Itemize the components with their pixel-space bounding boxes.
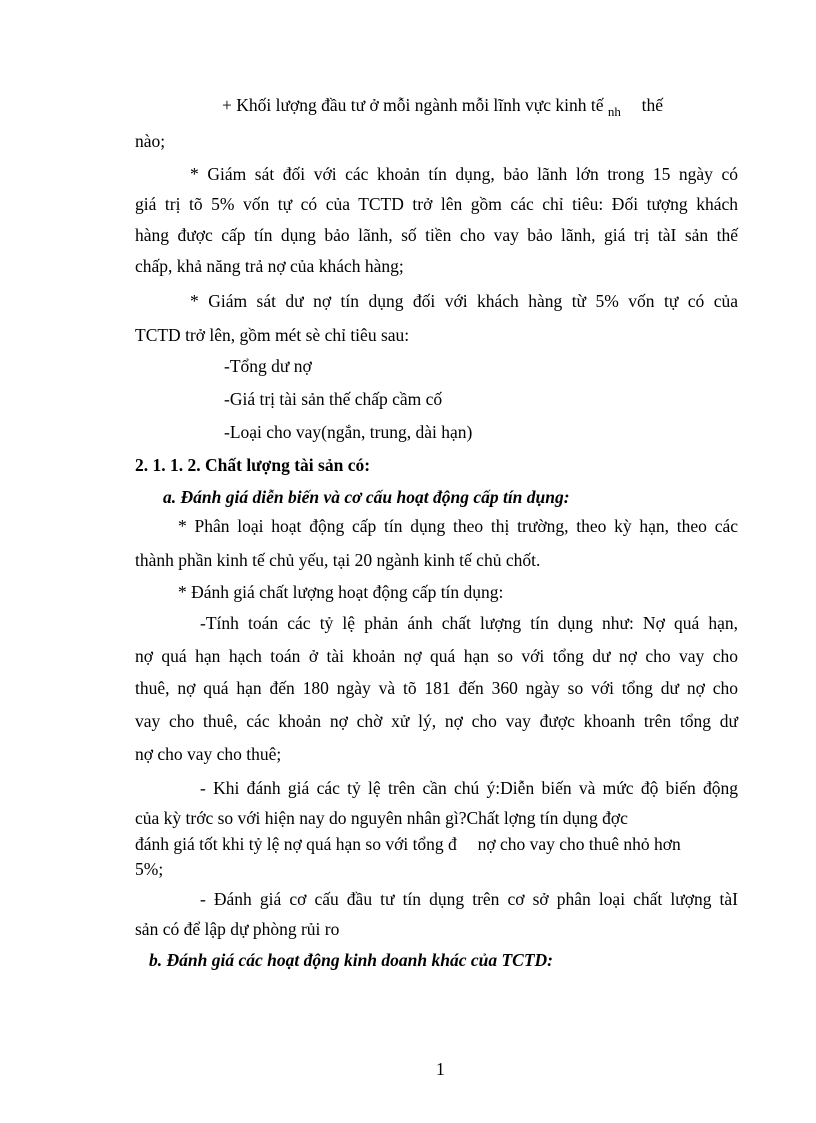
page-number: 1 — [436, 1059, 445, 1079]
paragraph-line: thuê, nợ quá hạn đến 180 ngày và tõ 181 đến 360 ngày so với tổng dư nợ cho — [135, 678, 738, 698]
text-run: thế — [641, 95, 664, 115]
list-item: -Giá trị tài sản thế chấp cầm cố — [224, 389, 443, 409]
paragraph-line: * Phân loại hoạt động cấp tín dụng theo thị trường, theo kỳ hạn, theo các — [178, 516, 738, 536]
paragraph-line: * Giám sát đối với các khoản tín dụng, bảo lãnh lớn trong 15 ngày có — [190, 164, 738, 184]
paragraph-line: vay cho thuê, các khoản nợ chờ xử lý, nợ cho vay được khoanh trên tổng dư — [135, 711, 738, 731]
paragraph-line — [135, 834, 681, 854]
subsection-heading: b. Đánh giá các hoạt động kinh doanh khác của TCTD: — [149, 950, 554, 970]
paragraph-line — [222, 95, 663, 122]
paragraph-line: sản có để lập dự phòng rủi ro — [135, 919, 340, 939]
text-run: đánh giá tốt khi tỷ lệ nợ quá hạn so với tổng đ — [135, 834, 457, 854]
paragraph-line: thành phần kinh tế chủ yếu, tại 20 ngành kinh tế chủ chốt. — [135, 550, 541, 570]
text-run: nợ cho vay cho thuê nhỏ hơn — [477, 834, 681, 854]
subsection-heading: a. Đánh giá diễn biến và cơ cấu hoạt động cấp tín dụng: — [163, 487, 570, 507]
paragraph-line: TCTD trở lên, gồm mét sè chỉ tiêu sau: — [135, 325, 410, 345]
paragraph-line: giá trị tõ 5% vốn tự có của TCTD trở lên gồm các chỉ tiêu: Đối tượng khách — [135, 194, 738, 214]
list-item: -Loại cho vay(ngắn, trung, dài hạn) — [224, 422, 473, 442]
paragraph-line: * Giám sát dư nợ tín dụng đối với khách hàng từ 5% vốn tự có của — [190, 291, 738, 311]
paragraph-line: hàng được cấp tín dụng bảo lãnh, số tiền cho vay bảo lãnh, giá trị tàI sản thế — [135, 225, 738, 245]
paragraph-line: - Đánh giá cơ cấu đầu tư tín dụng trên cơ sở phân loại chất lượng tàI — [200, 889, 738, 909]
paragraph-line: * Đánh giá chất lượng hoạt động cấp tín dụng: — [178, 582, 504, 602]
paragraph-line: của kỳ trớc so với hiện nay do nguyên nhân gì?Chất lợng tín dụng đợc — [135, 808, 628, 828]
paragraph-line: 5%; — [135, 859, 164, 879]
list-item: -Tổng dư nợ — [224, 356, 312, 376]
subscript-text: nh — [607, 104, 621, 119]
paragraph-line: - Khi đánh giá các tỷ lệ trên cần chú ý:Diễn biến và mức độ biến động — [200, 778, 738, 798]
paragraph-line: nợ quá hạn hạch toán ở tài khoản nợ quá hạn so với tổng dư nợ cho vay cho — [135, 646, 738, 666]
paragraph-line: nào; — [135, 131, 166, 151]
text-run: + Khối lượng đầu tư ở mỗi ngành mỗi lĩnh vực kinh tế — [222, 95, 604, 115]
section-heading: 2. 1. 1. 2. Chất lượng tài sản có: — [135, 455, 371, 475]
paragraph-line: nợ cho vay cho thuê; — [135, 744, 282, 764]
paragraph-line: -Tính toán các tỷ lệ phản ánh chất lượng tín dụng như: Nợ quá hạn, — [200, 613, 738, 633]
paragraph-line: chấp, khả năng trả nợ của khách hàng; — [135, 256, 404, 276]
